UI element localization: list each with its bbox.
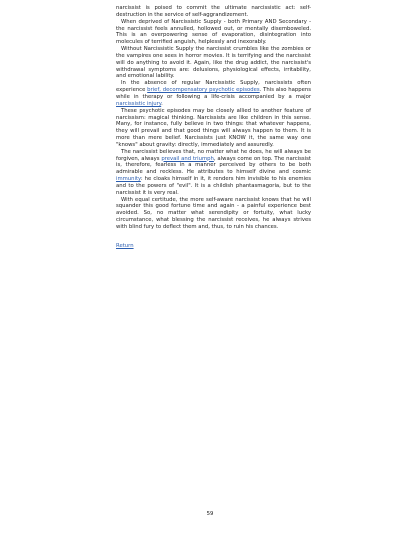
paragraph-text: In the absence of regular Narcissistic Supply, narcissists often experience: [116, 80, 311, 94]
document-body: [116, 5, 311, 250]
inline-link[interactable]: prevail and triumph: [161, 155, 214, 162]
paragraph-text: narcissist is poised to commit the ultimate narcissistic act: self-destruction in the service of self-aggrandizement.: [116, 5, 311, 18]
page-number: 59: [206, 511, 214, 517]
paragraph-text: With equal certitude, the more self-aware narcissist knows that he will squander this good fortune time and again - a painful experience best avoided. So, no matter what serendipity or fortuity, what lucky circumstance, what blessing the narcissist receives, he always strives with blind fury to deflect them and, thus, to ruin his chances.: [116, 196, 311, 230]
return-link[interactable]: Return: [116, 242, 134, 249]
paragraph-text: . This also happens while in therapy or following a life-crisis accompanied by a major: [116, 87, 311, 100]
paragraph: [116, 197, 311, 231]
paragraph: [116, 46, 311, 80]
inline-link[interactable]: narcissistic injury: [116, 100, 162, 107]
paragraph: [116, 19, 311, 46]
paragraph: [116, 80, 311, 107]
paragraph-text: The narcissist believes that, no matter what he does, he will always be forgiven, always: [116, 148, 311, 162]
paragraph: [116, 5, 311, 19]
inline-link[interactable]: immunity: [116, 176, 141, 183]
paragraph: [116, 149, 311, 197]
paragraph-text: When deprived of Narcissistic Supply - both Primary AND Secondary - the narcissist feels annulled, hollowed out, or mentally disemboweled. This is an overpowering sense of evaporation, disintegration into molecules of terrified anguish, helplessly and inexorably.: [116, 18, 311, 46]
paragraph-text: These psychotic episodes may be closely allied to another feature of narcissism: magical thinking. Narcissists are like children in this sense. Many, for instance, fully believe in two things: that whatever happens, they will prevail and that good things will always happen to them. It is more than mere belief. Narcissists just KNOW it, the same way one "knows" about gravity: directly, immediately and assuredly.: [116, 107, 311, 148]
paragraph: [116, 108, 311, 149]
paragraph-text: Without Narcissistic Supply the narcissist crumbles like the zombies or the vampires one sees in horror movies. It is terrifying and the narcissist will do anything to avoid it. Again, like the drug addict, the narcissist's withdrawal symptoms are: delusions, physiological effects, irritability, and emotional lability.: [116, 46, 311, 80]
paragraph-list: [116, 5, 311, 231]
paragraph-text: .: [161, 100, 163, 107]
paragraph-text: , always come on top. The narcissist is, therefore, fearless in a manner perceived by others to be both admirable and reckless. He attributes to himself divine and cosmic: [116, 155, 311, 176]
inline-link[interactable]: brief, decompensatory psychotic episodes: [147, 87, 260, 94]
paragraph-text: : he cloaks himself in it, it renders him invisible to his enemies and to the powers of "evil". It is a childish phantasmagoria, but to the narcissist it is very real.: [116, 176, 311, 196]
